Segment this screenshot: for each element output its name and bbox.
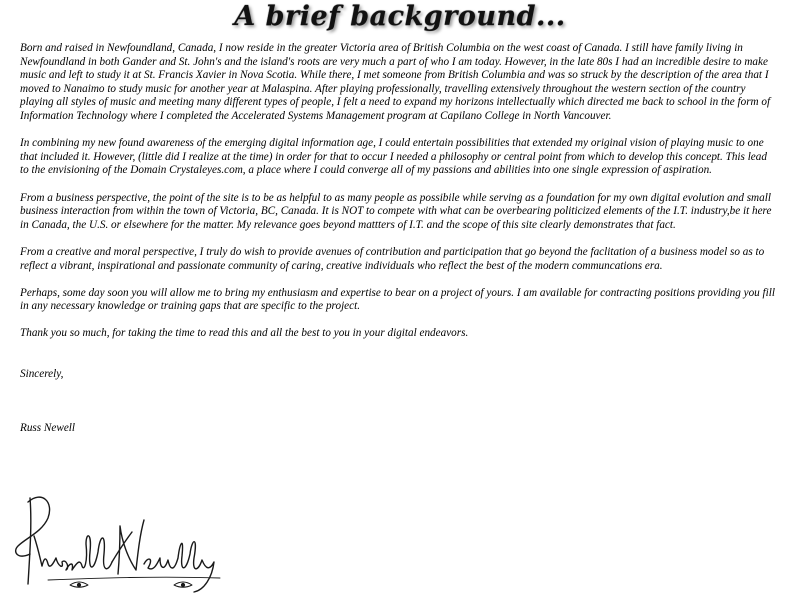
signature-eye-marks xyxy=(70,582,192,587)
paragraph-thanks: Thank you so much, for taking the time to read this and all the best to you in your digital endeavors. xyxy=(20,327,469,340)
closing-sincerely: Sincerely, xyxy=(20,368,64,381)
paragraph-contracting: Perhaps, some day soon you will allow me to bring my enthusiasm and expertise to bear on a project of yours. I am available for contracting positions providing you fill in any necessary knowledge or training gaps that are specific to the project. xyxy=(20,286,775,313)
handwritten-signature xyxy=(8,492,223,596)
signature-strokes xyxy=(16,497,220,592)
page-title: A brief background... xyxy=(234,1,566,32)
author-name: Russ Newell xyxy=(20,421,76,434)
paragraph-background: Born and raised in Newfoundland, Canada, I now reside in the greater Victoria area of British Columbia on the west coast of Canada. I still have family living in Newfoundland in both Gander and St. John's and the island's roots are very much a part of who I am today. However, in the late 80s I had an incredible desire to make music and left to study it at St. Francis Xavier in Nova Scotia. While there, I met someone from British Columbia and was so struck by the description of the area that I moved to Nanaimo to study music for another year at Malaspina. After playing professionally, travelling extensively throughout the western section of the country playing all styles of music and meeting many different types of people, I felt a need to expand my horizons intellectually which directed me back to school in the form of Information Technology where I completed the Accelerated Systems Management program at Capilano College in North Vancouver. xyxy=(20,42,771,122)
paragraph-business-perspective: From a business perspective, the point of the site is to be as helpful to as many people as possibile while serving as a foundation for my own digital evolution and small business interaction from within the town of Victoria, BC, Canada. It is NOT to compete with what can be overbearing politicized elements of the I.T. industry,be it here in Canada, the U.S. or elsewhere for the matter. My relevance goes beyond mattters of I.T. and the scope of this site clearly demonstrates that fact. xyxy=(20,191,772,231)
letter-body xyxy=(20,42,776,449)
paragraph-creative-perspective: From a creative and moral perspective, I truly do wish to provide avenues of contribution and participation that go beyond the faclitation of a business model so as to reflect a vibrant, inspirational and passionate community of caring, creative individuals who reflect the best of the modern communcations era. xyxy=(20,245,765,272)
paragraph-digital-vision: In combining my new found awareness of the emerging digital information age, I could entertain possibilities that extended my original vision of playing music to one that included it. However, (little did I realize at the time) in order for that to occur I needed a philosophy or central point from which to develop this concept. This lead to the envisioning of the Domain Crystaleyes.com, a place where I could converge all of my passions and abilities into one single expression of aspiration. xyxy=(20,137,767,177)
